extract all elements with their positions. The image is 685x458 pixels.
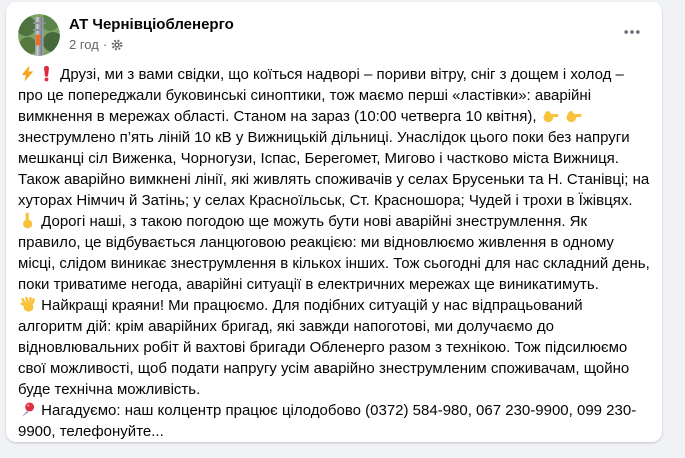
post-header (6, 2, 662, 62)
text-run (560, 108, 564, 125)
wave-emoji (19, 296, 36, 313)
exclamation-emoji (38, 65, 55, 82)
point-right-emoji (565, 107, 582, 124)
post-text (6, 62, 662, 458)
more-options-button[interactable] (616, 18, 648, 50)
header-text-block (69, 14, 234, 53)
lightning-emoji (19, 65, 36, 82)
post-card (6, 2, 662, 442)
text-run: Друзі, ми з вами свідки, що коїться надворі – пориви вітру, сніг з дощем і холод – про це попереджали буковинські синоптики, тож маємо перші «ластівки»: аварійні вимкнення в мережах області. Станом на зараз (10:00 четверга 10 квітня), (18, 66, 624, 125)
three-dots-icon (622, 22, 642, 47)
privacy-gear-icon (111, 39, 123, 51)
point-right-emoji (542, 107, 559, 124)
meta-separator: · (102, 37, 108, 52)
text-run: Нагадуємо: наш колцентр працює цілодобово (0372) 584-980, 067 230-9900, 099 230-9900, телефонуйте... (18, 402, 637, 440)
post-paragraph (18, 64, 650, 211)
post-paragraph (18, 400, 650, 442)
author-name[interactable]: АТ Чернівціобленерго (69, 16, 234, 33)
page-profile-photo-icon (18, 14, 60, 56)
post-paragraph (18, 211, 650, 295)
post-paragraph (18, 295, 650, 400)
text-run: Найкращі краяни! Ми працюємо. Для подібних ситуацій у нас відпрацьований алгоритм дій: крім аварійних бригад, які завжди напоготові, ми долучаємо до відновлювальних робіт й вахтові бригади Обленерго разом з технікою. Тож підсилюємо свої можливості, щоб подати напругу усім аварійно знеструмленим споживачам, щойно буде технічна можливість. (18, 297, 630, 398)
text-run: Дорогі наші, з такою погодою ще можуть бути нові аварійні знеструмлення. Як правило, це відбувається ланцюговою реакцією: ми відновлюємо живлення в одному місці, слідом виникає знеструмлення в кількох інших. Тож сьогодні для нас складний день, поки триватиме негода, аварійні ситуації в електричних мережах ще виникатимуть. (18, 213, 650, 293)
text-run: знеструмлено п’ять ліній 10 кВ у Вижницькій дільниці. Унаслідок цього поки без напруги мешканці сіл Виженка, Чорногузи, Іспас, Берегомет, Мигово і частково міста Вижниця. Також аварійно вимкнені лінії, які живлять споживачів у селах Брусеньки та Н. Станівці; на хуторах Німчич й Затінь; у селах Красноїльськ, Ст. Красношора; Чудей і трохи в Їжівцях. (18, 129, 650, 209)
post-meta (69, 36, 234, 53)
timestamp[interactable]: 2 год (69, 37, 99, 52)
avatar[interactable] (18, 14, 60, 56)
pushpin-emoji (19, 401, 36, 418)
point-up-emoji (19, 212, 36, 229)
